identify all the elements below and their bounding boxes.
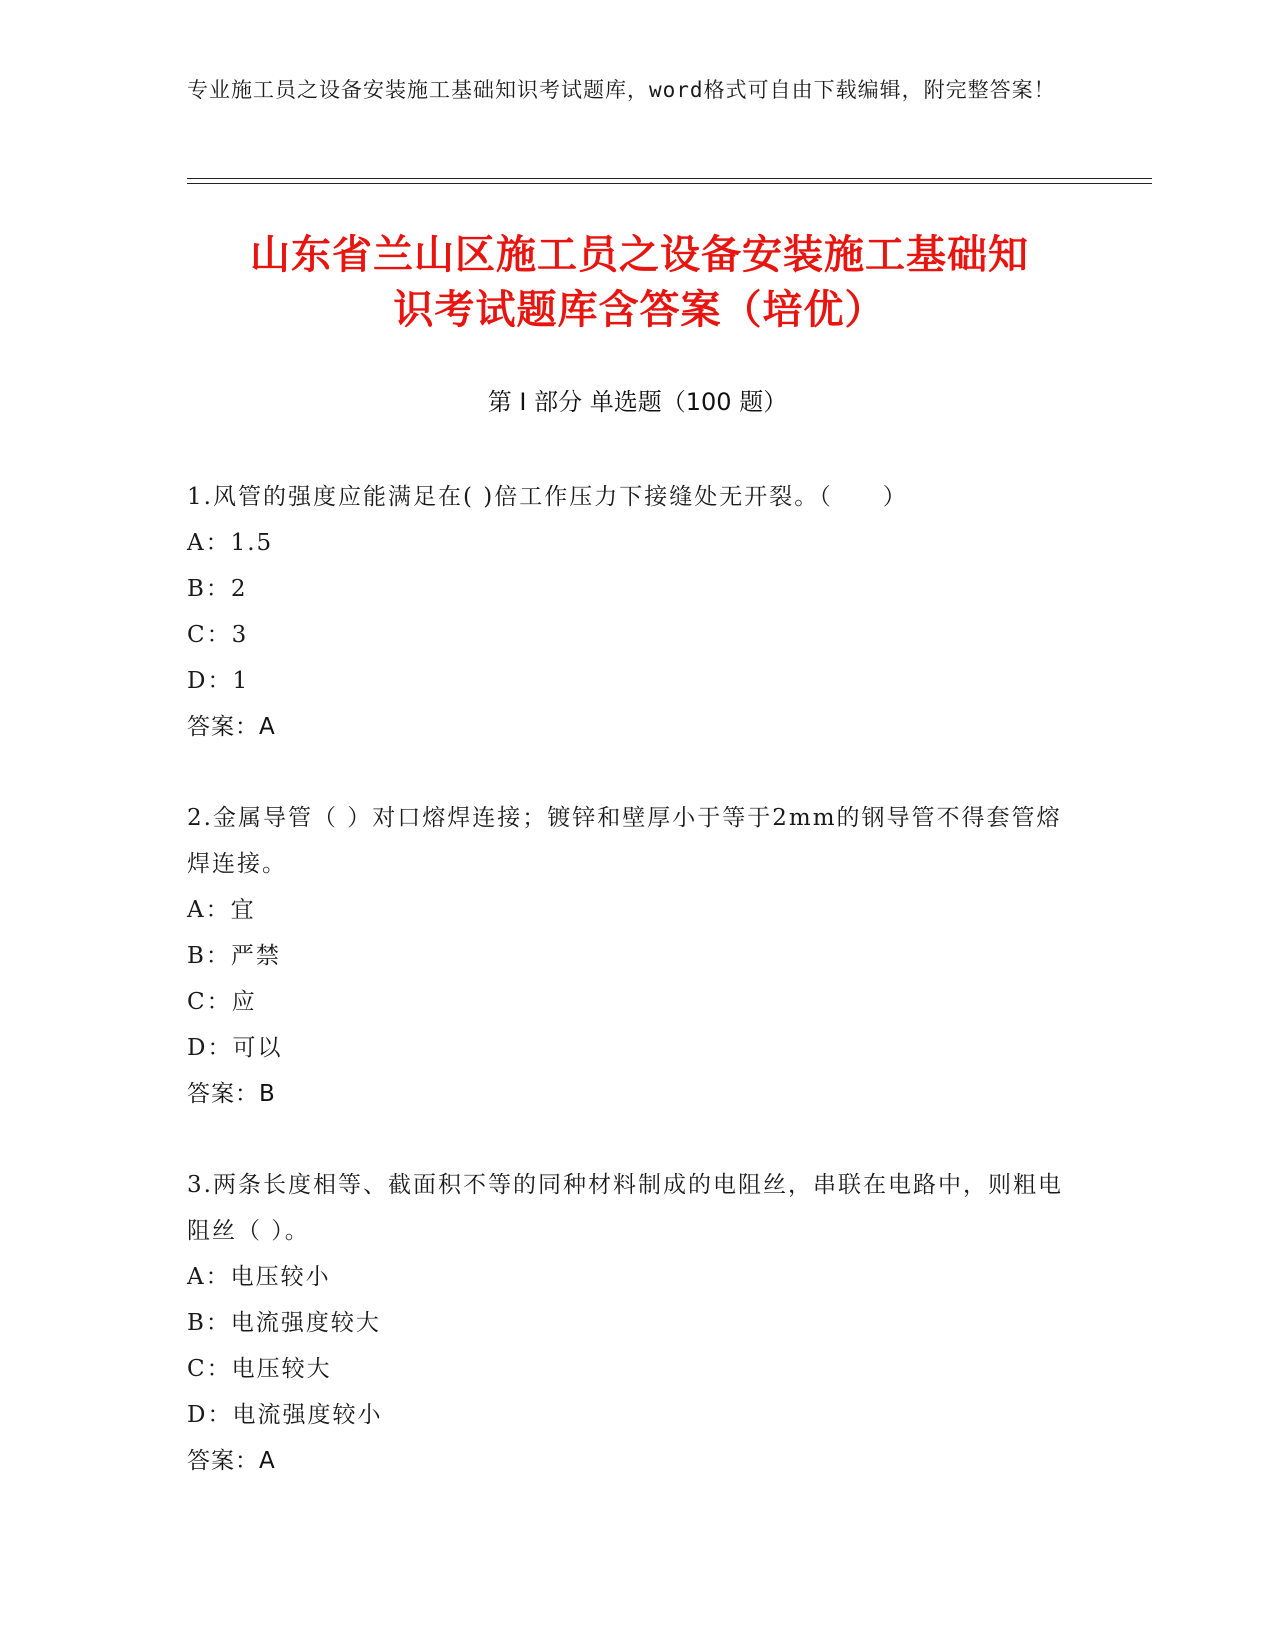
- option-d: D：1: [187, 668, 250, 694]
- document-title-line-1: 山东省兰山区施工员之设备安装施工基础知: [250, 232, 1029, 278]
- option-c: C：应: [187, 989, 257, 1015]
- option-d: D：可以: [187, 1035, 283, 1061]
- question-2: [187, 795, 1067, 1117]
- option-a: A：宜: [187, 897, 256, 923]
- option-a: A：电压较小: [187, 1264, 331, 1290]
- option-c: C：3: [187, 622, 249, 648]
- answer: 答案：B: [187, 1081, 276, 1107]
- section-heading: 第 I 部分 单选题（100 题）: [487, 388, 788, 416]
- option-b: B：严禁: [187, 943, 281, 969]
- answer: 答案：A: [187, 1448, 276, 1474]
- header-note: 专业施工员之设备安装施工基础知识考试题库，word格式可自由下载编辑，附完整答案！: [187, 78, 1056, 102]
- document-title-line-2: 识考试题库含答案（培优）: [393, 287, 886, 333]
- question-stem: 3.两条长度相等、截面积不等的同种材料制成的电阻丝，串联在电路中，则粗电阻丝（ ）。: [187, 1172, 1063, 1244]
- option-a: A：1.5: [187, 530, 274, 556]
- option-b: B：2: [187, 576, 248, 602]
- question-stem: 1.风管的强度应能满足在( )倍工作压力下接缝处无开裂。（ ）: [187, 484, 908, 510]
- question-1: [187, 474, 1067, 750]
- option-d: D：电流强度较小: [187, 1402, 383, 1428]
- question-list: [187, 474, 1067, 1529]
- option-b: B：电流强度较大: [187, 1310, 381, 1336]
- question-3: [187, 1162, 1067, 1484]
- header-divider-top: [187, 178, 1152, 179]
- option-c: C：电压较大: [187, 1356, 332, 1382]
- question-stem: 2.金属导管（ ）对口熔焊连接；镀锌和壁厚小于等于2mm的钢导管不得套管熔焊连接。: [187, 805, 1062, 877]
- header-divider-bottom: [187, 183, 1152, 184]
- answer: 答案：A: [187, 714, 276, 740]
- document-title: [187, 228, 1092, 338]
